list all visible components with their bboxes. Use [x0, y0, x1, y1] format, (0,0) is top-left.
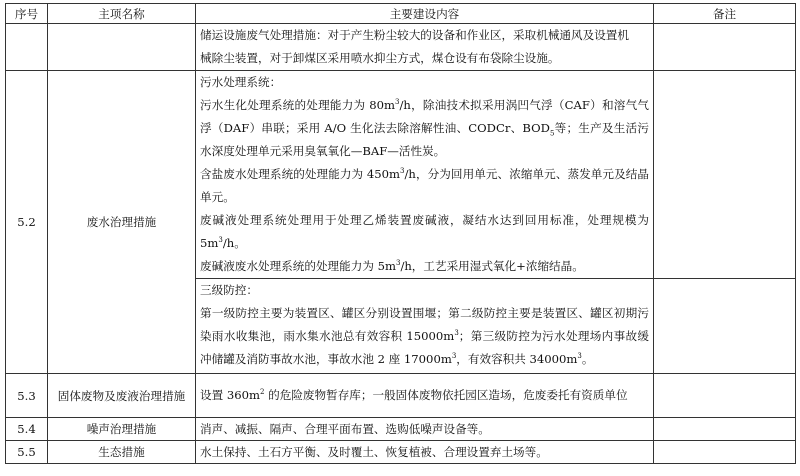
table-row [6, 374, 796, 418]
cell-name: 废水治理措施 [48, 71, 196, 374]
header-content: 主要建设内容 [196, 4, 654, 24]
table-row [6, 24, 796, 71]
header-seq: 序号 [6, 4, 48, 24]
cell-seq: 5.2 [6, 71, 48, 374]
table-row [6, 418, 796, 441]
cell-content: 水土保持、土石方平衡、及时覆土、恢复植被、合理设置弃土场等。 [196, 441, 654, 464]
table-row [6, 71, 796, 279]
paragraph: 设置 $360m^2$ 的危险废物暂存库；一般固体废物依托园区造场，危废委托有资质单位 [200, 388, 628, 402]
section-title: 三级防控： [200, 283, 258, 297]
construction-table [5, 3, 796, 464]
cell-seq: 5.5 [6, 441, 48, 464]
paragraph: 含盐废水处理系统的处理能力为 $450m^3/h$，分为回用单元、浓缩单元、蒸发单元及结晶单元。 [200, 167, 649, 204]
header-row [6, 4, 796, 24]
cell-name: 噪声治理措施 [48, 418, 196, 441]
paragraph: 废碱液处理系统处理用于处理乙烯装置废碱液，凝结水达到回用标准，处理规模为 $5m^3/h$。 [200, 213, 649, 250]
section-title: 污水处理系统： [200, 75, 282, 89]
cell-content-prevention [196, 279, 654, 374]
cell-content-wastewater [196, 71, 654, 279]
table-row [6, 441, 796, 464]
cell-seq [6, 24, 48, 71]
cell-remark [654, 418, 796, 441]
header-remark: 备注 [654, 4, 796, 24]
content-line: 械除尘装置，对于卸煤区采用喷水抑尘方式，煤仓设有布袋除尘设施。 [200, 51, 560, 65]
cell-content: 消声、减振、隔声、合理平面布置、选购低噪声设备等。 [196, 418, 654, 441]
cell-remark [654, 374, 796, 418]
cell-seq: 5.4 [6, 418, 48, 441]
paragraph: 污水生化处理系统的处理能力为 $80m^3/h$，除油技术拟采用涡凹气浮（CAF）和溶气气浮（DAF）串联；采用 A/O 生化法去除溶解性油、CODCr、$BOD_5$等；生产及生活污水深度处理单元采用臭氧氧化—BAF—活性炭。 [200, 98, 649, 158]
cell-seq: 5.3 [6, 374, 48, 418]
paragraph: 第一级防控主要为装置区、罐区分别设置围堰；第二级防控主要是装置区、罐区初期污染雨水收集池，雨水集水池总有效容积 $15000m^3$；第三级防控为污水处理场内事故缓冲储罐及消防事故水池，事故水池 2 座 $17000m^3$，有效容积共 $34000m^3$。 [200, 306, 649, 366]
cell-name [48, 24, 196, 71]
cell-name: 固体废物及废液治理措施 [48, 374, 196, 418]
cell-remark [654, 279, 796, 374]
paragraph: 废碱液废水处理系统的处理能力为 $5m^3/h$，工艺采用湿式氧化+浓缩结晶。 [200, 259, 584, 273]
header-item-name: 主项名称 [48, 4, 196, 24]
cell-content [196, 374, 654, 418]
cell-remark [654, 441, 796, 464]
cell-name: 生态措施 [48, 441, 196, 464]
cell-remark [654, 24, 796, 71]
cell-content [196, 24, 654, 71]
content-line: 储运设施废气处理措施：对于产生粉尘较大的设备和作业区，采取机械通风及设置机 [200, 28, 629, 42]
cell-remark [654, 71, 796, 279]
